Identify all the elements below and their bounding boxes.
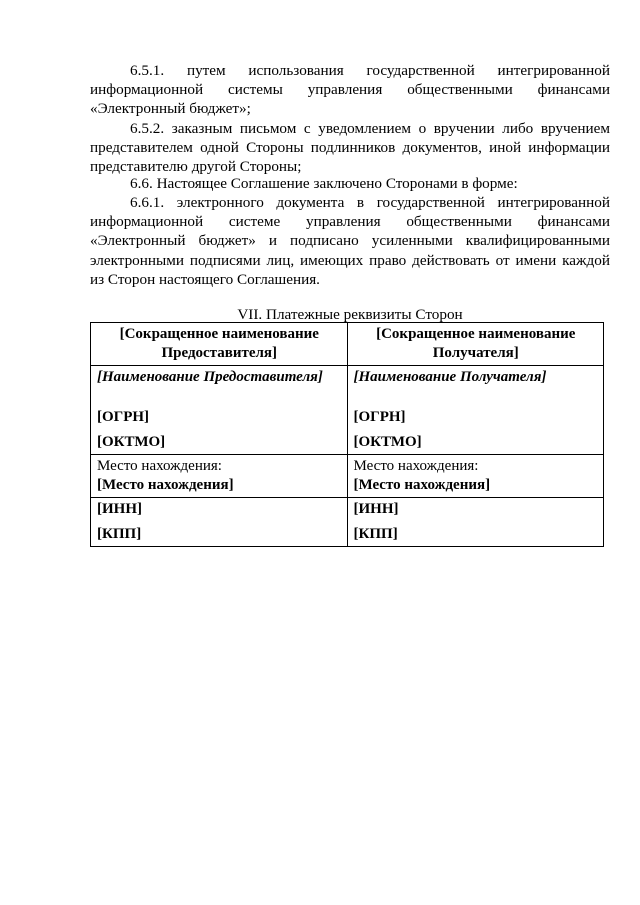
clause-6-5-1-text: 6.5.1. путем использования государственной интегрированной информационной системы управления общественными финансами «Электронный бюджет»; xyxy=(90,62,610,118)
provider-kpp: [КПП] xyxy=(97,526,142,542)
provider-tax-cell xyxy=(91,498,348,547)
recipient-ogrn: [ОГРН] xyxy=(353,409,406,425)
provider-inn: [ИНН] xyxy=(97,501,142,517)
provider-oktmo: [ОКТМО] xyxy=(97,434,166,450)
recipient-ids-cell xyxy=(347,366,604,455)
provider-ids-cell xyxy=(91,366,348,455)
recipient-name: [Наименование Получателя] xyxy=(353,369,547,385)
clause-6-5-2-text: 6.5.2. заказным письмом с уведомлением о вручении либо вручением представителем одной Стороны подлинников документов, иной информации представителю другой Стороны; xyxy=(90,120,610,176)
recipient-location-cell xyxy=(347,455,604,498)
provider-name: [Наименование Предоставителя] xyxy=(97,369,323,385)
header-provider: [Сокращенное наименование Предоставителя] xyxy=(91,323,348,366)
table-row-location xyxy=(91,455,604,498)
recipient-kpp: [КПП] xyxy=(353,526,398,542)
clause-6-6-text: 6.6. Настоящее Соглашение заключено Сторонами в форме: xyxy=(130,175,518,192)
header-recipient: [Сокращенное наименование Получателя] xyxy=(347,323,604,366)
recipient-location-value: [Место нахождения] xyxy=(353,477,491,493)
table-header-row xyxy=(91,323,604,366)
clause-6-6-1 xyxy=(90,193,610,289)
recipient-location-label: Место нахождения: xyxy=(353,458,479,474)
provider-location-value: [Место нахождения] xyxy=(97,477,234,493)
recipient-oktmo: [ОКТМО] xyxy=(353,434,422,450)
payment-details-table xyxy=(90,322,604,547)
provider-location-label: Место нахождения: xyxy=(97,458,222,474)
clause-6-6-1-text: 6.6.1. электронного документа в государственной интегрированной информационной системе управления общественными финансами «Электронный бюджет» и подписано усиленными квалифицированными электронными подписями лиц, имеющих право действовать от имени каждой из Сторон настоящего Соглашения. xyxy=(90,194,610,288)
provider-ogrn: [ОГРН] xyxy=(97,409,150,425)
section-title: VII. Платежные реквизиты Сторон xyxy=(237,306,463,323)
recipient-inn: [ИНН] xyxy=(353,501,399,517)
table-row-tax xyxy=(91,498,604,547)
clause-6-6 xyxy=(90,174,610,193)
recipient-tax-cell xyxy=(347,498,604,547)
provider-location-cell xyxy=(91,455,348,498)
table-row-ids xyxy=(91,366,604,455)
clause-6-5-1 xyxy=(90,61,610,119)
clause-6-5-2 xyxy=(90,119,610,177)
